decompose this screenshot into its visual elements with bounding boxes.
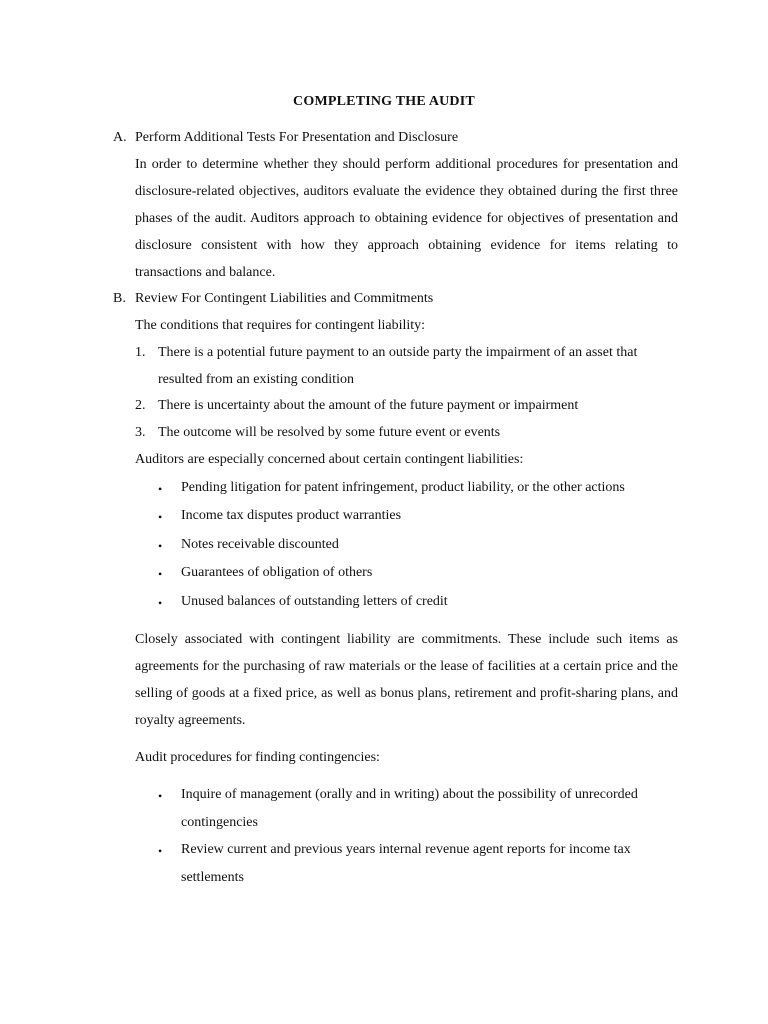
- bullet-item: Review current and previous years internal revenue agent reports for income tax settlements: [181, 842, 631, 885]
- bullet-icon: •: [158, 539, 163, 553]
- concerns-intro: Auditors are especially concerned about certain contingent liabilities:: [135, 452, 524, 467]
- section-title: Review For Contingent Liabilities and Commitments: [135, 291, 434, 306]
- section-letter: B.: [113, 291, 126, 306]
- bullet-item: Pending litigation for patent infringement, product liability, or the other actions: [181, 480, 625, 495]
- bullet-item: Income tax disputes product warranties: [181, 508, 402, 523]
- document-title: COMPLETING THE AUDIT: [293, 94, 475, 109]
- bullet-icon: •: [158, 596, 163, 610]
- list-number: 1.: [135, 345, 146, 360]
- bullet-item: Inquire of management (orally and in writing) about the possibility of unrecorded contingencies: [181, 787, 638, 830]
- bullet-item: Guarantees of obligation of others: [181, 565, 373, 580]
- list-number: 3.: [135, 425, 146, 440]
- commitments-paragraph: Closely associated with contingent liability are commitments. These include such items as agreements for the purchasing of raw materials or the lease of facilities at a certain price and the selling of goods at a fixed price, as well as bonus plans, retirement and profit-sharing plans, and royalty agreements.: [135, 632, 678, 728]
- procedures-intro: Audit procedures for finding contingencies:: [135, 750, 380, 765]
- bullet-icon: •: [158, 789, 163, 803]
- bullet-icon: •: [158, 510, 163, 524]
- conditions-intro: The conditions that requires for contingent liability:: [135, 318, 426, 333]
- bullet-item: Notes receivable discounted: [181, 537, 339, 552]
- section-title: Perform Additional Tests For Presentation and Disclosure: [135, 130, 459, 145]
- numbered-item: There is a potential future payment to an outside party the impairment of an asset that resulted from an existing condition: [158, 345, 638, 387]
- section-letter: A.: [113, 130, 127, 145]
- list-number: 2.: [135, 398, 146, 413]
- bullet-icon: •: [158, 844, 163, 858]
- bullet-item: Unused balances of outstanding letters of credit: [181, 594, 448, 609]
- bullet-icon: •: [158, 482, 163, 496]
- section-a-paragraph: In order to determine whether they should perform additional procedures for presentation and disclosure-related objectives, auditors evaluate the evidence they obtained during the first three phases of the audit. Auditors approach to obtaining evidence for objectives of presentation and disclosure consistent with how they approach obtaining evidence for items relating to transactions and balance.: [135, 157, 678, 280]
- bullet-icon: •: [158, 567, 163, 581]
- numbered-item: There is uncertainty about the amount of the future payment or impairment: [158, 398, 579, 413]
- numbered-item: The outcome will be resolved by some future event or events: [158, 425, 501, 440]
